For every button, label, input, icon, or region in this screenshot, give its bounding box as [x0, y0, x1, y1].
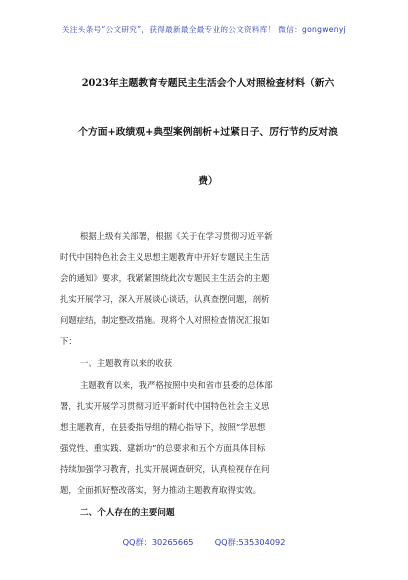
intro-line-2: 时代中国特色社会主义思想主题教育中开好专题民主生活 [60, 252, 270, 262]
title-line-3: 费） [198, 176, 218, 187]
section-1-heading: 一、主题教育以来的收获 [80, 358, 173, 368]
footer-qq-group-2: QQ群:535304092 [214, 537, 286, 547]
footer-contact [0, 537, 408, 548]
section-1-line-6: 题，全面抓好整改落实，努力推动主题教育取得实效。 [60, 485, 261, 495]
section-1-line-1: 主题教育以来，我严格按照中央和省市县委的总体部 [80, 380, 273, 390]
section-1-line-4: 强党性、重实践、建新功”的总要求和五个方面具体目标 [60, 443, 266, 453]
intro-line-6: 下： [60, 336, 77, 346]
section-1-line-5: 持续加强学习教育，扎实开展调查研究，认真检视存在问 [60, 464, 270, 474]
section-1-line-2: 署，扎实开展学习贯彻习近平新时代中国特色社会主义思 [60, 401, 270, 411]
intro-line-3: 会的通知》要求，我紧紧围绕此次专题民主生活会的主题 [60, 273, 270, 283]
footer-qq-group-1: QQ群：30265665 [122, 537, 194, 547]
header-promo-note: 关注头条号“公文研究”，获得最新最全最专业的公文资料库！ 微信：gongwenyj [61, 25, 347, 34]
section-1-line-3: 想主题教育，在县委指导组的精心指导下，按照“学思想 [60, 422, 266, 432]
title-line-1: 2023年主题教育专题民主生活会个人对照检查材料（新六 [81, 78, 335, 89]
intro-line-1: 根据上级有关部署，根据《关于在学习贯彻习近平新 [80, 231, 273, 241]
intro-line-4: 扎实开展学习，深入开展谈心谈话，认真查摆问题，剖析 [60, 294, 270, 304]
section-2-heading: 二、个人存在的主要问题 [80, 508, 175, 518]
title-line-2: 个方面+政绩观+典型案例剖析+过紧日子、厉行节约反对浪 [78, 127, 338, 138]
intro-line-5: 问题症结，制定整改措施。现将个人对照检查情况汇报如 [60, 315, 270, 325]
